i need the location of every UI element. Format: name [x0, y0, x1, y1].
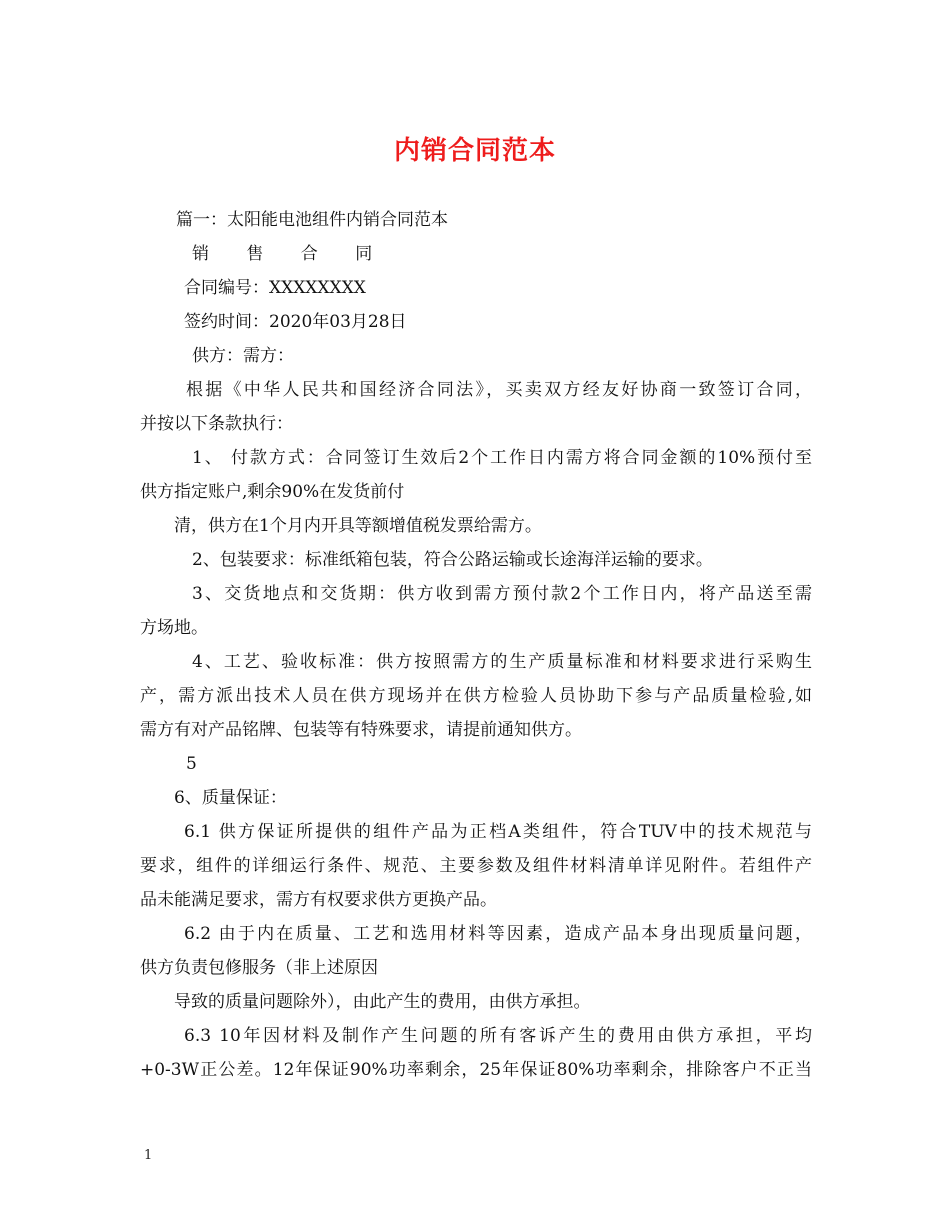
article-heading: 篇一：太阳能电池组件内销合同范本 — [176, 210, 448, 230]
paragraph-line: 根据《中华人民共和国经济合同法》，买卖双方经友好协商一致签订合同， — [186, 380, 812, 400]
parties-line: 供方：需方： — [192, 346, 294, 366]
paragraph-line: 产，需方派出技术人员在供方现场并在供方检验人员协助下参与产品质量检验,如 — [140, 686, 812, 706]
paragraph-line: 供方指定账户,剩余90%在发货前付 — [140, 482, 405, 502]
signing-date: 签约时间：2020年03月28日 — [184, 312, 407, 332]
paragraph-line: 6.2 由于内在质量、工艺和选用材料等因素，造成产品本身出现质量问题， — [184, 924, 812, 944]
document-title: 内销合同范本 — [393, 136, 556, 166]
paragraph-line: 并按以下条款执行： — [140, 414, 293, 434]
paragraph-line: 6.1 供方保证所提供的组件产品为正档A类组件，符合TUV中的技术规范与 — [184, 822, 812, 842]
contract-heading: 销 售 合 同 — [192, 244, 389, 264]
paragraph-line: 5 — [186, 754, 197, 774]
paragraph-line: 导致的质量问题除外），由此产生的费用，由供方承担。 — [174, 992, 591, 1012]
paragraph-line: 清，供方在1个月内开具等额增值税发票给需方。 — [174, 516, 542, 536]
paragraph-line: 3、交货地点和交货期：供方收到需方预付款2个工作日内，将产品送至需 — [192, 584, 812, 604]
paragraph-line: +0-3W正公差。12年保证90%功率剩余，25年保证80%功率剩余，排除客户不正当 — [140, 1060, 812, 1080]
page-number: 1 — [144, 1148, 153, 1163]
document-body — [140, 203, 812, 1087]
contract-number: 合同编号：XXXXXXXX — [184, 278, 366, 298]
paragraph-line: 2、包装要求：标准纸箱包装，符合公路运输或长途海洋运输的要求。 — [192, 550, 713, 570]
paragraph-line: 6.3 10年因材料及制作产生问题的所有客诉产生的费用由供方承担，平均 — [184, 1026, 812, 1046]
paragraph-line: 6、质量保证： — [174, 788, 287, 808]
paragraph-line: 需方有对产品铭牌、包装等有特殊要求，请提前通知供方。 — [140, 720, 582, 740]
paragraph-line: 4、工艺、验收标准：供方按照需方的生产质量标准和材料要求进行采购生 — [192, 652, 812, 672]
paragraph-line: 方场地。 — [140, 618, 208, 638]
paragraph-line: 1、 付款方式：合同签订生效后2个工作日内需方将合同金额的10%预付至 — [192, 448, 812, 468]
paragraph-line: 品未能满足要求，需方有权要求供方更换产品。 — [140, 890, 497, 910]
paragraph-line: 要求，组件的详细运行条件、规范、主要参数及组件材料清单详见附件。若组件产 — [140, 856, 812, 876]
paragraph-line: 供方负责包修服务（非上述原因 — [140, 958, 378, 978]
